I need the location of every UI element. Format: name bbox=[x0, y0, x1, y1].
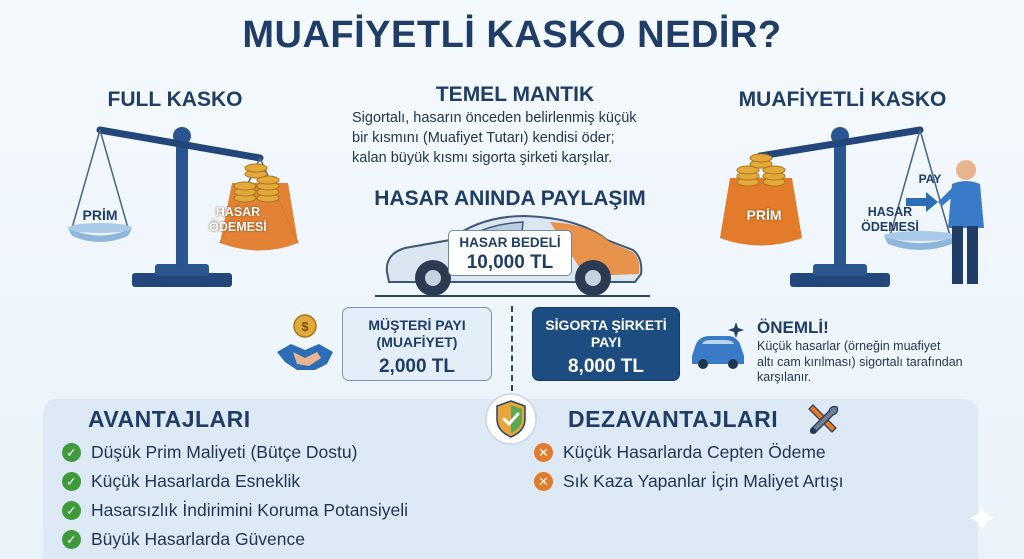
sparkle-icon bbox=[966, 502, 998, 534]
avantaj-label-4: Büyük Hasarlarda Güvence bbox=[91, 529, 305, 549]
onemli-line-1: Küçük hasarlar (örneğin muafiyet bbox=[757, 339, 941, 353]
full-kasko-hasar-label: HASAR bbox=[215, 205, 261, 219]
muafiyetli-kasko-heading: MUAFİYETLİ KASKO bbox=[738, 88, 947, 111]
check-icon: ✓ bbox=[62, 501, 81, 520]
full-kasko-prim-label: PRİM bbox=[82, 207, 118, 223]
sparkle-icon bbox=[728, 322, 744, 338]
dezavantajlari-list bbox=[534, 438, 954, 496]
dezavantajlari-title: DEZAVANTAJLARI bbox=[568, 406, 779, 432]
musteri-payi-value: 2,000 TL bbox=[378, 356, 456, 377]
list-item bbox=[62, 496, 502, 525]
muafiyetli-hasar-label: HASAR bbox=[867, 205, 913, 219]
full-kasko-heading: FULL KASKO bbox=[107, 88, 243, 111]
musteri-payi-title: MÜŞTERİ PAYI bbox=[368, 317, 466, 333]
hasar-bedeli-value: 10,000 TL bbox=[466, 252, 554, 273]
dezavantaj-label-2: Sık Kaza Yapanlar İçin Maliyet Artışı bbox=[563, 471, 844, 491]
sirket-payi-value: 8,000 TL bbox=[567, 356, 645, 377]
hasar-bedeli-label bbox=[448, 230, 572, 276]
temel-mantik-heading: TEMEL MANTIK bbox=[435, 83, 595, 106]
temel-mantik-line-2: bir kısmını (Muafiyet Tutarı) kendisi öder; bbox=[352, 130, 615, 146]
avantaj-label-3: Hasarsızlık İndirimini Koruma Potansiyeli bbox=[91, 500, 409, 520]
avantaj-label-2: Küçük Hasarlarda Esneklik bbox=[91, 471, 301, 491]
handshake-icon bbox=[275, 312, 335, 374]
full-kasko-odemesi-label: ÖDEMESİ bbox=[209, 220, 267, 234]
hasar-bedeli-title: HASAR BEDELİ bbox=[459, 235, 561, 250]
list-item bbox=[534, 438, 954, 467]
avantajlari-title: AVANTAJLARI bbox=[88, 406, 251, 432]
sirket-payi-box bbox=[532, 307, 680, 381]
avantaj-label-1: Düşük Prim Maliyeti (Bütçe Dostu) bbox=[91, 442, 358, 462]
small-car-icon bbox=[688, 316, 750, 372]
svg-text:$: $ bbox=[301, 319, 309, 334]
hasar-aninda-heading: HASAR ANINDA PAYLAŞIM bbox=[374, 187, 646, 210]
cross-icon: ✕ bbox=[534, 472, 553, 491]
temel-mantik-text bbox=[352, 108, 682, 168]
musteri-payi-subtitle: (MUAFİYET) bbox=[376, 334, 458, 350]
list-item bbox=[62, 467, 502, 496]
list-item bbox=[62, 525, 502, 554]
muafiyetli-pay-label: PAY bbox=[918, 172, 942, 186]
avantajlari-list bbox=[62, 438, 502, 554]
onemli-line-2: altı cam kırılması) sigortalı tarafından bbox=[757, 354, 963, 369]
muafiyetli-odemesi-label: ÖDEMESİ bbox=[861, 220, 919, 234]
page-title: MUAFİYETLİ KASKO NEDİR? bbox=[242, 14, 782, 56]
dezavantaj-label-1: Küçük Hasarlarda Cepten Ödeme bbox=[563, 442, 826, 462]
temel-mantik-line-1: Sigortalı, hasarın önceden belirlenmiş küçük bbox=[352, 110, 637, 126]
onemli-line-3: karşılanır. bbox=[757, 370, 812, 384]
wrench-screwdriver-icon bbox=[803, 401, 843, 441]
check-icon: ✓ bbox=[62, 472, 81, 491]
list-item bbox=[62, 438, 502, 467]
sirket-payi-subtitle: PAYI bbox=[590, 334, 622, 350]
onemli-text bbox=[757, 339, 1017, 386]
musteri-payi-box bbox=[342, 307, 492, 381]
sirket-payi-title: SİGORTA ŞİRKETİ bbox=[545, 317, 667, 333]
cross-icon: ✕ bbox=[534, 443, 553, 462]
onemli-title: ÖNEMLİ! bbox=[757, 318, 829, 337]
check-icon: ✓ bbox=[62, 530, 81, 549]
check-icon: ✓ bbox=[62, 443, 81, 462]
list-item bbox=[534, 467, 954, 496]
muafiyetli-prim-label: PRİM bbox=[746, 207, 782, 223]
temel-mantik-line-3: kalan büyük kısmı sigorta şirketi karşılar. bbox=[352, 150, 613, 166]
